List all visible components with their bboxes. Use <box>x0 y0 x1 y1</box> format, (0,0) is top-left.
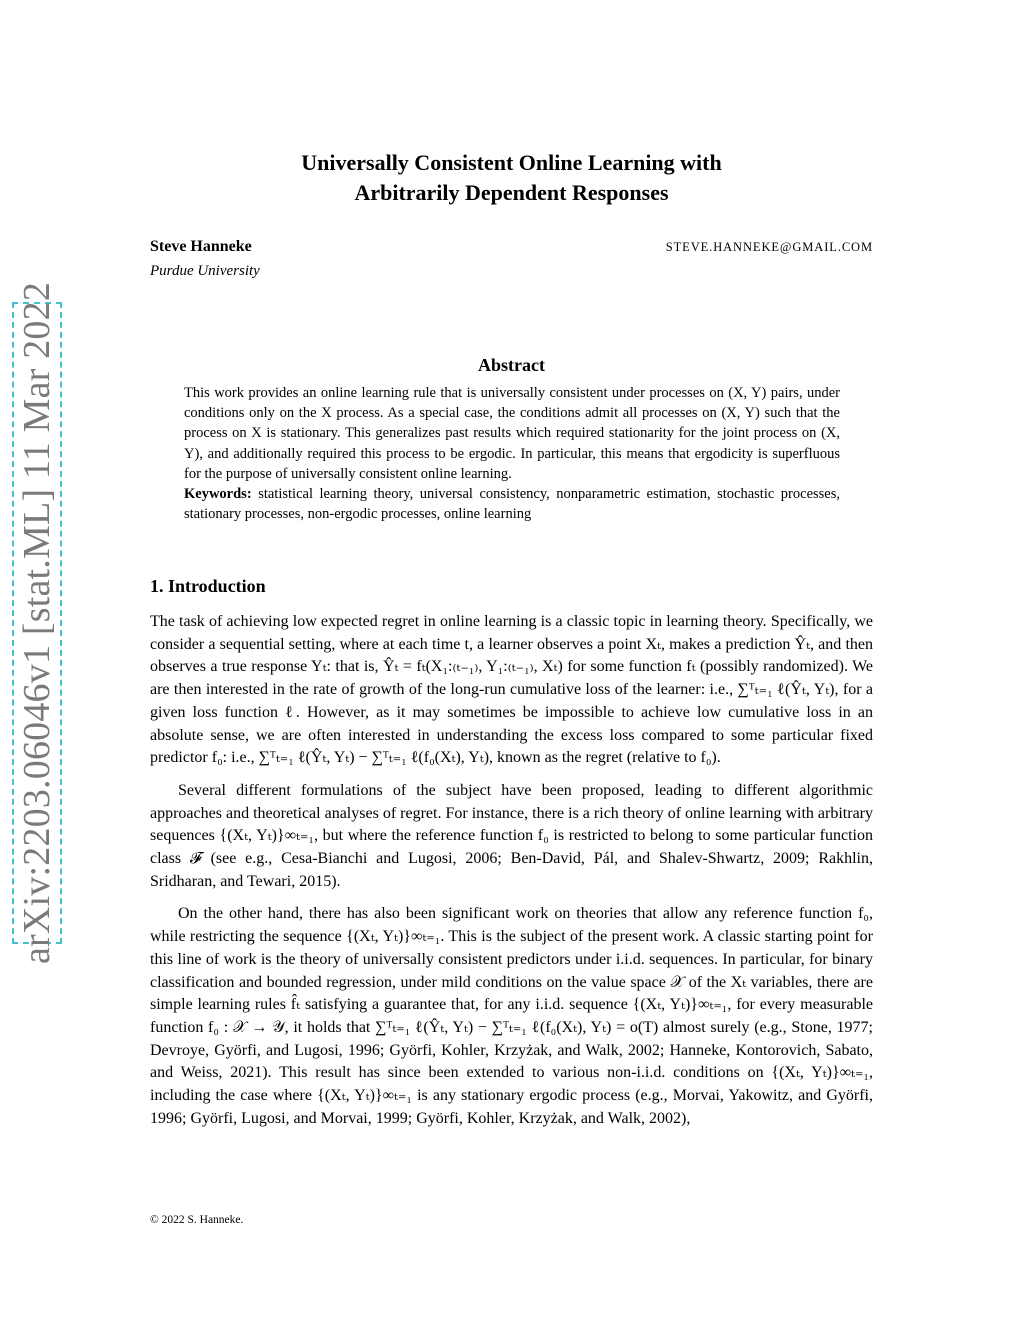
paragraph-3: On the other hand, there has also been significant work on theories that allow any reference function f₀, while restricting the sequence {(Xₜ, Yₜ)}∞ₜ₌₁. This is the subject of the present work. A classic starting point for this line of work is the theory of universally consistent predictors under i.i.d. sequences. In particular, for binary classification and bounded regression, under mild conditions on the value space 𝒳 of the Xₜ variables, there are simple learning rules f̂ₜ satisfying a guarantee that, for any i.i.d. sequence {(Xₜ, Yₜ)}∞ₜ₌₁, for every measurable function f₀ : 𝒳 → 𝒴, it holds that ∑ᵀₜ₌₁ ℓ(Ŷₜ, Yₜ) − ∑ᵀₜ₌₁ ℓ(f₀(Xₜ), Yₜ) = o(T) almost surely (e.g., Stone, 1977; Devroye, Györfi, and Lugosi, 1996; Györfi, Kohler, Krzyżak, and Walk, 2002; Hanneke, Kontorovich, Sabato, and Weiss, 2021). This result has since been extended to various non-i.i.d. conditions on {(Xₜ, Yₜ)}∞ₜ₌₁, including the case where {(Xₜ, Yₜ)}∞ₜ₌₁ is any stationary ergodic process (e.g., Morvai, Yakowitz, and Györfi, 1996; Györfi, Lugosi, and Morvai, 1999; Györfi, Kohler, Krzyżak, and Walk, 2002), <box>150 905 873 1127</box>
title-line-2: Arbitrarily Dependent Responses <box>354 180 669 205</box>
paragraph-2: Several different formulations of the subject have been proposed, leading to different algorithmic approaches and theoretical analyses of regret. For instance, there is a rich theory of online learning with arbitrary sequences {(Xₜ, Yₜ)}∞ₜ₌₁, but where the reference function f₀ is restricted to belong to some particular function class 𝓕 (see e.g., Cesa-Bianchi and Lugosi, 2006; Ben-David, Pál, and Shalev-Shwartz, 2009; Rakhlin, Sridharan, and Tewari, 2015). <box>150 781 873 890</box>
paper-title <box>150 148 873 208</box>
keywords-text: statistical learning theory, universal consistency, nonparametric estimation, stochastic processes, stationary processes, non-ergodic processes, online learning <box>184 486 841 523</box>
author-name: Steve Hanneke <box>150 238 252 255</box>
keywords-label: Keywords: <box>184 486 252 503</box>
section-heading: 1. Introduction <box>150 576 266 596</box>
arxiv-stamp <box>12 281 62 965</box>
abstract-heading: Abstract <box>478 355 545 375</box>
title-line-1: Universally Consistent Online Learning with <box>301 150 722 175</box>
keywords <box>184 484 840 524</box>
author-affiliation: Purdue University <box>150 263 260 279</box>
paragraph-1: The task of achieving low expected regret in online learning is a classic topic in learning theory. Specifically, we consider a sequential setting, where at each time t, a learner observes a point Xₜ, makes a prediction Ŷₜ, and then observes a true response Yₜ: that is, Ŷₜ = fₜ(X₁:₍ₜ₋₁₎, Y₁:₍ₜ₋₁₎, Xₜ) for some function fₜ (possibly randomized). We are then interested in the rate of growth of the long-run cumulative loss of the learner: i.e., ∑ᵀₜ₌₁ ℓ(Ŷₜ, Yₜ), for a given loss function ℓ. However, as it may sometimes be impossible to achieve low cumulative loss in an absolute sense, we are often interested in understanding the excess loss compared to some particular fixed predictor f₀: i.e., ∑ᵀₜ₌₁ ℓ(Ŷₜ, Yₜ) − ∑ᵀₜ₌₁ ℓ(f₀(Xₜ), Yₜ), known as the regret (relative to f₀). <box>150 613 873 767</box>
abstract <box>184 383 840 524</box>
author-email: STEVE.HANNEKE@GMAIL.COM <box>665 240 873 254</box>
body-text <box>150 611 873 1140</box>
arxiv-id: arXiv:2203.06046v1 [stat.ML] 11 Mar 2022 <box>16 281 58 965</box>
abstract-text: This work provides an online learning rule that is universally consistent under processes on (X, Y) pairs, under conditions only on the X process. As a special case, the conditions admit all processes on (X, Y) such that the process on X is stationary. This generalizes past results which required stationarity for the joint process on (X, Y), and additionally required this process to be ergodic. In particular, this means that ergodicity is superfluous for the purpose of universally consistent online learning. <box>184 385 840 482</box>
copyright-footer: © 2022 S. Hanneke. <box>150 1214 244 1226</box>
